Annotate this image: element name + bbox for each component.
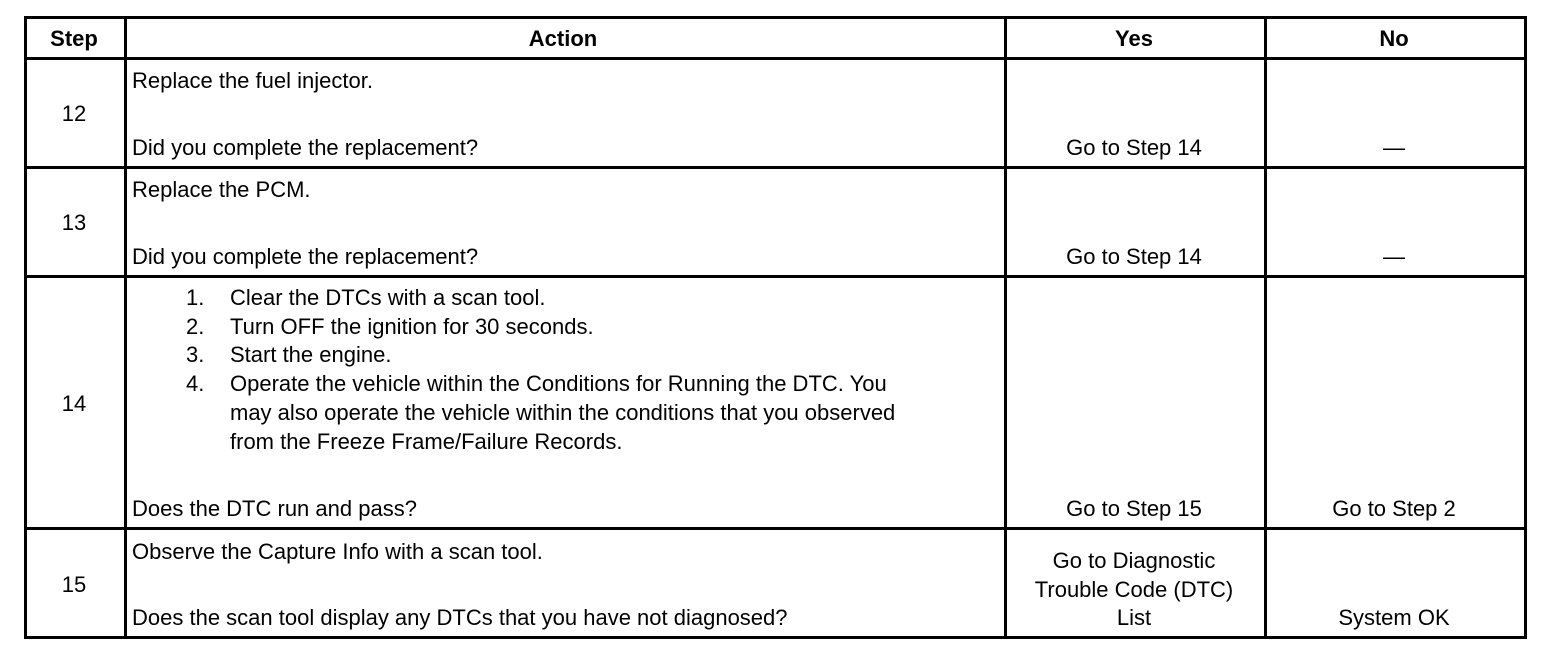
action-text: Replace the fuel injector. <box>132 68 373 93</box>
row-divider <box>27 57 1524 60</box>
no-result: — <box>1383 244 1405 269</box>
row-divider <box>27 527 1524 530</box>
yes-result-line: List <box>1116 605 1152 630</box>
row-divider <box>27 166 1524 169</box>
step-number: 14 <box>61 391 87 416</box>
column-divider <box>124 19 127 636</box>
column-divider <box>1264 19 1267 636</box>
list-item-text: from the Freeze Frame/Failure Records. <box>230 429 623 454</box>
action-question: Does the scan tool display any DTCs that you have not diagnosed? <box>132 605 788 630</box>
action-text: Observe the Capture Info with a scan tool. <box>132 539 543 564</box>
yes-result: Go to Step 15 <box>1066 496 1202 521</box>
list-item-text: Turn OFF the ignition for 30 seconds. <box>230 314 594 339</box>
list-item-text: Start the engine. <box>230 342 392 367</box>
header-yes: Yes <box>1115 26 1153 51</box>
no-result: System OK <box>1338 605 1450 630</box>
column-divider <box>1004 19 1007 636</box>
list-item <box>186 342 392 367</box>
list-item <box>186 314 594 339</box>
no-result: — <box>1383 135 1405 160</box>
yes-result-line: Trouble Code (DTC) <box>1034 577 1234 602</box>
action-question: Does the DTC run and pass? <box>132 496 417 521</box>
header-step: Step <box>50 26 98 51</box>
list-item-text: may also operate the vehicle within the conditions that you observed <box>230 400 896 425</box>
action-question: Did you complete the replacement? <box>132 244 479 269</box>
step-number: 15 <box>61 572 87 597</box>
header-no: No <box>1379 26 1409 51</box>
yes-result-line: Go to Diagnostic <box>1052 548 1216 573</box>
list-item-number: 2. <box>186 314 205 339</box>
list-item-number: 4. <box>186 371 205 396</box>
list-item-number: 3. <box>186 342 205 367</box>
row-divider <box>27 275 1524 278</box>
step-number: 13 <box>61 210 87 235</box>
yes-result: Go to Step 14 <box>1066 135 1202 160</box>
list-item-text: Clear the DTCs with a scan tool. <box>230 285 546 310</box>
list-item-number: 1. <box>186 285 205 310</box>
header-action: Action <box>528 26 598 51</box>
action-question: Did you complete the replacement? <box>132 135 479 160</box>
yes-result: Go to Step 14 <box>1066 244 1202 269</box>
list-item-text: Operate the vehicle within the Conditions for Running the DTC. You <box>230 371 887 396</box>
step-number: 12 <box>61 101 87 126</box>
list-item <box>186 285 546 310</box>
no-result: Go to Step 2 <box>1332 496 1456 521</box>
action-text: Replace the PCM. <box>132 177 311 202</box>
list-item <box>186 371 887 396</box>
